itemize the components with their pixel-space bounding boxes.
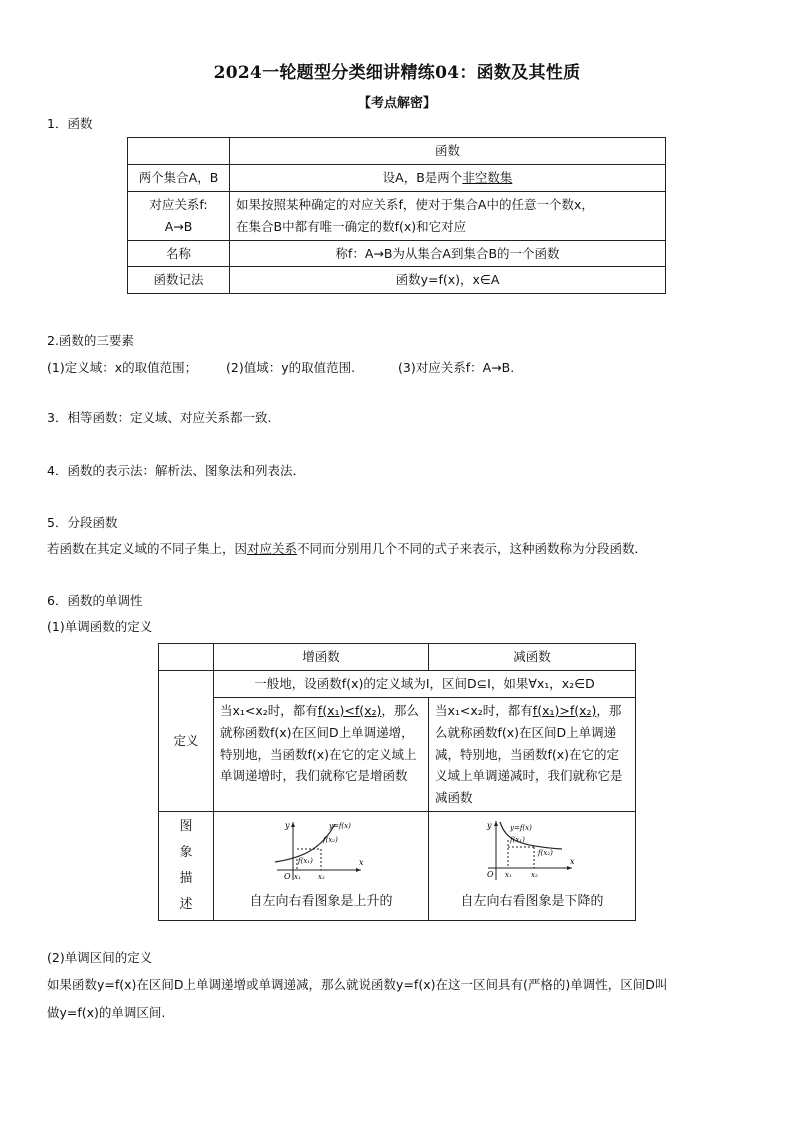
section-6-sub2-text-a: 如果函数y=f(x)在区间D上单调递增或单调递减，那么就说函数y=f(x)在这一区间具有(严格的)单调性，区间D叫 [47, 977, 668, 992]
table-empty-cell [128, 138, 230, 165]
section-6-sub1: (1)单调函数的定义 [47, 619, 153, 634]
table-header-function: 函数 [230, 138, 666, 165]
table-common-definition: 一般地，设函数f(x)的定义域为I，区间D⊆I，如果∀x₁，x₂∈D [214, 670, 636, 697]
graph-x-label: x [359, 858, 364, 868]
table-row-value-sets: 设A，B是两个非空数集 [230, 164, 666, 191]
x-axis-arrow [356, 868, 361, 872]
table-row-label-definition: 定义 [159, 670, 214, 811]
section-6-sub2-text-b: 做y=f(x)的单调区间. [47, 1005, 166, 1020]
graph-y-label: y [487, 821, 492, 831]
section-1-heading: 1．函数 [47, 116, 93, 131]
graph-function-label: y=f(x) [510, 824, 532, 833]
decreasing-graph-cell [429, 812, 636, 921]
increasing-graph-cell [214, 812, 429, 921]
graph-x1-label: x₁ [294, 873, 301, 882]
graph-fx2-label: f(x₂) [538, 849, 553, 858]
section-6-sub2: (2)单调区间的定义 [47, 950, 153, 965]
y-axis-arrow [291, 822, 295, 827]
section-3-text: 3．相等函数：定义域、对应关系都一致. [47, 410, 272, 425]
table-row-value-name: 称f：A→B为从集合A到集合B的一个函数 [230, 240, 666, 267]
graph-fx1-label: f(x₁) [298, 857, 313, 866]
table-row-value-notation: 函数y=f(x)，x∈A [230, 267, 666, 294]
section-2-heading: 2.函数的三要素 [47, 333, 134, 348]
x-axis-arrow [567, 866, 572, 870]
table-row-value-mapping: 如果按照某种确定的对应关系f，使对于集合A中的任意一个数x， 在集合B中都有唯一确定的数f(x)和它对应 [230, 191, 666, 240]
increasing-caption: 自左向右看图象是上升的 [249, 894, 393, 910]
graph-origin-label: O [487, 870, 494, 880]
table-row-label-mapping: 对应关系f: A→B [128, 191, 230, 240]
section-2-item-1: (1)定义域：x的取值范围； [47, 360, 198, 375]
y-axis-arrow [494, 821, 498, 826]
graph-y-label: y [285, 821, 290, 831]
graph-fx1-label: f(x₁) [510, 836, 525, 845]
page-subtitle: 【考点解密】 [357, 96, 436, 111]
decreasing-caption: 自左向右看图象是下降的 [460, 894, 604, 910]
graph-fx2-label: f(x₂) [323, 836, 338, 845]
table-row-label-sets: 两个集合A，B [128, 164, 230, 191]
section-6-heading: 6．函数的单调性 [47, 593, 143, 608]
section-5-heading: 5．分段函数 [47, 515, 118, 530]
section-4-text: 4．函数的表示法：解析法、图象法和列表法． [47, 463, 305, 478]
increasing-function-graph [271, 818, 371, 882]
table-header-increasing: 增函数 [214, 644, 429, 671]
table-header-decreasing: 减函数 [429, 644, 636, 671]
decreasing-definition: 当x₁<x₂时，都有f(x₁)>f(x₂)，那么就称函数f(x)在区间D上单调递减，特别地，当函数f(x)在它的定义域上单调递减时，我们就称它是减函数 [429, 697, 636, 811]
section-5-text: 若函数在其定义域的不同子集上，因对应关系不同而分别用几个不同的式子来表示，这种函数称为分段函数． [47, 541, 648, 556]
table-row-label-notation: 函数记法 [128, 267, 230, 294]
section-2-item-3: (3)对应关系f：A→B. [398, 360, 515, 375]
table-row-label-graph: 图 象 描 述 [159, 812, 214, 921]
section-2-item-2: (2)值域：y的取值范围. [226, 360, 356, 375]
table-empty-cell [159, 644, 214, 671]
graph-x1-label: x₁ [505, 871, 512, 880]
graph-x-label: x [570, 857, 575, 867]
graph-x2-label: x₂ [531, 871, 538, 880]
monotonicity-table [158, 643, 636, 921]
graph-origin-label: O [284, 872, 291, 882]
increasing-definition: 当x₁<x₂时，都有f(x₁)<f(x₂)，那么就称函数f(x)在区间D上单调递增，特别地，当函数f(x)在它的定义域上单调递增时，我们就称它是增函数 [214, 697, 429, 811]
graph-x2-label: x₂ [318, 873, 325, 882]
decreasing-function-graph [482, 818, 582, 882]
page-title: 2024一轮题型分类细讲精练04：函数及其性质 [213, 63, 581, 83]
table-row-label-name: 名称 [128, 240, 230, 267]
function-definition-table [127, 137, 666, 294]
graph-function-label: y=f(x) [329, 822, 351, 831]
